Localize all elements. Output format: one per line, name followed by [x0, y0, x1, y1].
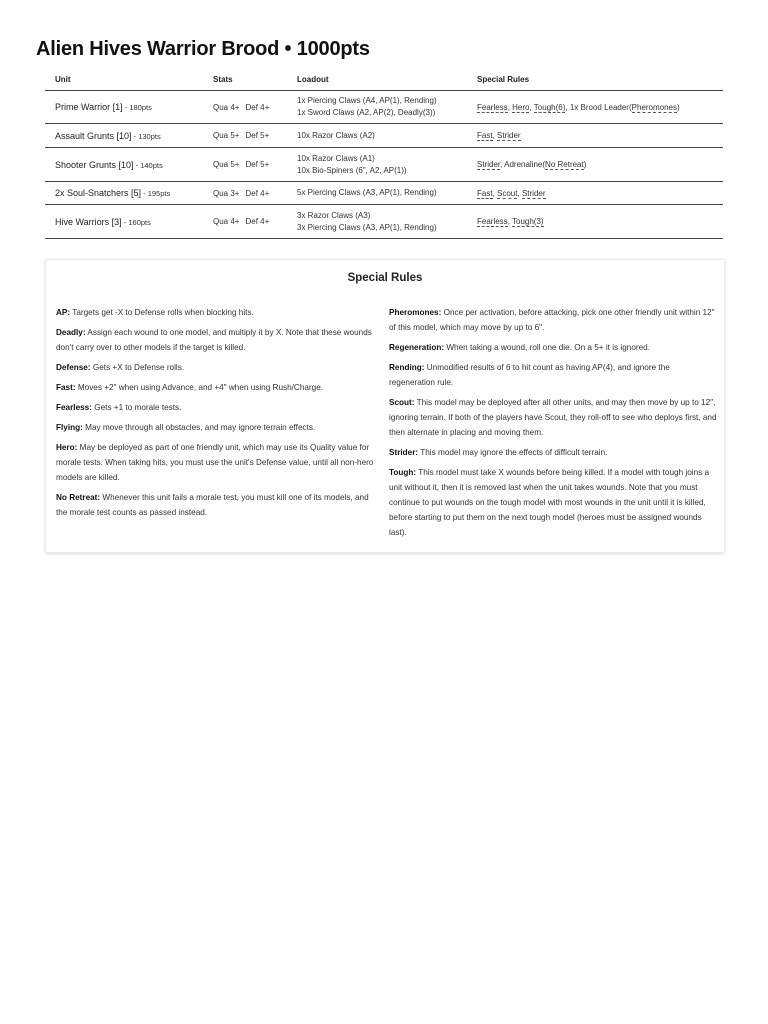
special-rules-cell [467, 182, 723, 205]
special-rule-entry [389, 360, 717, 390]
unit-points: - 160pts [121, 217, 151, 227]
loadout-cell [287, 182, 467, 205]
rule-description: When taking a wound, roll one die. On a 5+ it is ignored. [444, 343, 650, 352]
rule-description: This model may be deployed after all other units, and may then move by up to 12", ignoring terrain. If both of the players have Scout, they roll-off to see who deploys first, and then alternate in placing and moving them. [389, 398, 717, 437]
unit-name: 2x Soul-Snatchers [5] [55, 188, 142, 198]
unit-name: Prime Warrior [1] [55, 102, 123, 112]
table-row [45, 91, 723, 124]
unit-name: Assault Grunts [10] [55, 130, 132, 141]
special-rules-title: Special Rules [347, 272, 423, 284]
special-rule-entry [389, 340, 717, 355]
quality-stat: Qua 4+ [213, 217, 240, 226]
units-table [45, 68, 723, 239]
special-rule-separator: , Adrenaline( [500, 160, 546, 169]
stats-cell [203, 182, 287, 205]
rule-name: No Retreat: [56, 493, 101, 502]
special-rules-cell [467, 205, 723, 239]
special-rule-entry [56, 490, 378, 520]
table-row [45, 205, 723, 239]
loadout-item: 3x Piercing Claws (A3, AP(1), Rending) [297, 222, 437, 232]
quality-stat: Qua 4+ [213, 102, 240, 112]
rule-name: Regeneration: [389, 343, 445, 352]
defense-stat: Def 5+ [245, 160, 270, 169]
loadout-item: 10x Razor Claws (A2) [297, 130, 375, 140]
unit-cell [45, 182, 203, 205]
rule-description: May be deployed as part of one friendly unit, which may use its Quality value for morale tests. When taking hits, you must use the unit's Defense value, until all non-hero models are killed. [56, 443, 374, 482]
rule-name: Hero: [56, 443, 78, 452]
rule-name: Fast: [56, 383, 76, 392]
loadout-item: 10x Bio-Spiners (6", A2, AP(1)) [297, 165, 407, 175]
special-rule-tag: No Retreat [545, 160, 584, 169]
special-rules-cell [467, 148, 723, 182]
special-rule-tag: Strider [497, 131, 521, 140]
special-rules-cell [467, 124, 723, 148]
table-header-row [45, 68, 723, 91]
units-table-body [45, 91, 723, 239]
rule-description: Gets +X to Defense rolls. [90, 363, 185, 372]
stats-cell [203, 205, 287, 239]
special-rules-cell [467, 91, 723, 124]
stats-cell [203, 91, 287, 124]
rule-name: Tough: [389, 468, 417, 477]
special-rule-entry [56, 360, 378, 375]
special-rule-tag: Strider [521, 188, 546, 198]
rule-description: Gets +1 to morale tests. [91, 403, 182, 412]
special-rule-separator: ) [583, 160, 587, 169]
special-rule-tag: Tough(3) [512, 217, 544, 226]
rule-description: This model must take X wounds before being killed. If a model with tough joins a unit without it, then it is removed last when the unit takes wounds. Note that you must continue to put wounds on the tough model with most wounds in the unit until it is killed, before starting to put them on the next tough model (heroes must be assigned wounds last). [389, 468, 710, 537]
special-rule-separator: , 1x Brood Leader( [565, 102, 632, 112]
rule-description: Once per activation, before attacking, pick one other friendly unit within 12" of this model, which may move by up to 6". [389, 308, 715, 332]
page-title: Alien Hives Warrior Brood • 1000pts [36, 38, 370, 60]
rule-name: Rending: [389, 363, 425, 372]
header-stats: Stats [203, 68, 287, 91]
special-rule-separator: , [507, 102, 513, 112]
unit-name: Shooter Grunts [10] [55, 159, 134, 170]
special-rule-entry [56, 440, 378, 485]
rule-description: Targets get -X to Defense rolls when blocking hits. [70, 308, 254, 317]
special-rule-tag: Fast [477, 188, 493, 198]
unit-name: Hive Warriors [3] [55, 216, 122, 227]
stats-cell [203, 124, 287, 148]
rule-name: Defense: [56, 363, 91, 372]
rule-name: Scout: [389, 398, 415, 407]
special-rule-entry [56, 400, 378, 415]
quality-stat: Qua 5+ [213, 160, 240, 169]
special-rule-tag: Strider [477, 160, 501, 169]
special-rule-separator: , [507, 217, 512, 226]
special-rules-left-column [56, 305, 378, 525]
rule-name: Fearless: [56, 403, 92, 412]
unit-points: - 130pts [131, 131, 161, 141]
rule-name: Deadly: [56, 328, 86, 337]
rule-name: Strider: [389, 448, 419, 457]
special-rule-tag: Fearless [477, 217, 508, 226]
defense-stat: Def 4+ [245, 102, 270, 112]
rule-description: Moves +2" when using Advance, and +4" when using Rush/Charge. [75, 383, 324, 392]
unit-cell [45, 205, 203, 239]
defense-stat: Def 5+ [245, 131, 270, 140]
special-rule-separator: , [492, 131, 498, 140]
special-rule-tag: Tough(6) [533, 102, 566, 112]
quality-stat: Qua 3+ [213, 188, 240, 198]
special-rule-entry [56, 420, 378, 435]
loadout-item: 5x Piercing Claws (A3, AP(1), Rending) [297, 188, 437, 197]
rule-description: Assign each wound to one model, and multiply it by X. Note that these wounds don't carry over to other models if the target is killed. [56, 328, 372, 352]
rule-name: Pheromones: [389, 308, 442, 317]
special-rule-entry [389, 305, 717, 335]
loadout-item: 10x Razor Claws (A1) [297, 153, 375, 163]
table-row [45, 124, 723, 148]
special-rule-tag: Scout [497, 188, 518, 198]
special-rule-entry [56, 325, 378, 355]
special-rule-entry [389, 395, 717, 440]
special-rule-entry [56, 305, 378, 320]
loadout-cell [287, 205, 467, 239]
loadout-item: 1x Piercing Claws (A4, AP(1), Rending) [297, 96, 437, 105]
unit-points: - 140pts [133, 160, 163, 170]
table-row [45, 182, 723, 205]
header-special-rules: Special Rules [467, 68, 723, 91]
loadout-cell [287, 148, 467, 182]
rule-description: May move through all obstacles, and may ignore terrain effects. [82, 423, 316, 432]
special-rules-card [45, 259, 725, 553]
loadout-item: 3x Razor Claws (A3) [297, 210, 371, 220]
special-rule-tag: Fast [477, 131, 493, 140]
unit-points: - 195pts [141, 189, 171, 198]
defense-stat: Def 4+ [245, 188, 270, 198]
special-rule-tag: Hero [512, 102, 530, 112]
rule-name: AP: [56, 308, 71, 317]
loadout-cell [287, 91, 467, 124]
stats-cell [203, 148, 287, 182]
special-rule-tag: Fearless [477, 102, 508, 112]
header-loadout: Loadout [287, 68, 467, 91]
special-rule-separator: , [492, 188, 498, 198]
rule-name: Flying: [56, 423, 83, 432]
special-rules-right-column [389, 305, 717, 545]
table-row [45, 148, 723, 182]
special-rule-separator: ) [677, 102, 680, 112]
unit-cell [45, 91, 203, 124]
quality-stat: Qua 5+ [213, 131, 240, 140]
special-rule-entry [56, 380, 378, 395]
defense-stat: Def 4+ [245, 217, 270, 226]
special-rule-entry [389, 465, 717, 540]
special-rule-separator: , [529, 102, 534, 112]
rule-description: This model may ignore the effects of difficult terrain. [418, 448, 608, 457]
unit-cell [45, 148, 203, 182]
loadout-cell [287, 124, 467, 148]
header-unit: Unit [45, 68, 203, 91]
rule-description: Unmodified results of 6 to hit count as having AP(4), and ignore the regeneration rule. [389, 363, 670, 387]
special-rule-entry [389, 445, 717, 460]
special-rule-tag: Pheromones [631, 102, 677, 112]
special-rule-separator: , [517, 188, 522, 198]
unit-points: - 180pts [122, 103, 152, 112]
rule-description: Whenever this unit fails a morale test, you must kill one of its models, and the morale test counts as passed instead. [56, 493, 369, 517]
loadout-item: 1x Sword Claws (A2, AP(2), Deadly(3)) [297, 108, 436, 117]
unit-cell [45, 124, 203, 148]
